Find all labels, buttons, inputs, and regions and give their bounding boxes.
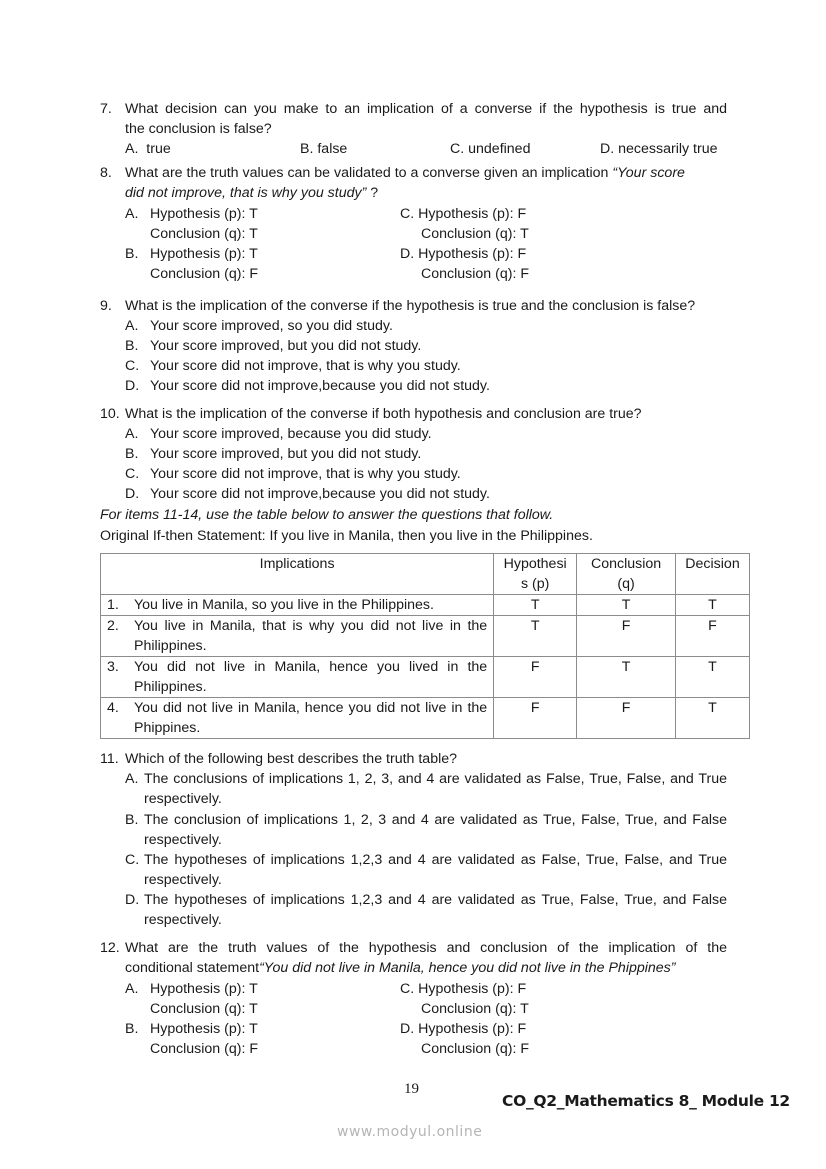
watermark: www.modyul.online xyxy=(337,1124,483,1140)
option-b-hypothesis: Hypothesis (p): T xyxy=(150,246,258,262)
conclusion-value: T xyxy=(577,657,676,698)
table-row xyxy=(101,657,750,698)
option-b: B. false xyxy=(300,141,348,157)
option-c-conclusion: Conclusion (q): T xyxy=(421,1001,529,1017)
question-text: What are the truth values of the hypothesis and conclusion of the implication of the xyxy=(125,940,727,956)
header-conclusion: Conclusion (q) xyxy=(577,554,676,595)
conclusion-value: T xyxy=(577,595,676,616)
option-c-letter: C. xyxy=(125,358,140,374)
option-d-text: Your score did not improve,because you did not study. xyxy=(150,486,490,502)
option-d-conclusion: Conclusion (q): F xyxy=(421,1041,530,1057)
decision-value: T xyxy=(676,595,750,616)
question-text: What is the implication of the converse if the hypothesis is true and the conclusion is false? xyxy=(125,298,696,314)
option-d-letter: D. xyxy=(125,378,140,394)
option-a-hypothesis: Hypothesis (p): T xyxy=(150,981,258,997)
decision-value: F xyxy=(676,616,750,657)
option-b-letter: B. xyxy=(125,446,139,462)
option-a-letter: A. xyxy=(125,318,139,334)
conclusion-value: F xyxy=(577,616,676,657)
option-d: D. Hypothesis (p): F xyxy=(400,1021,527,1037)
implication-cell: 2. You live in Manila, that is why you did not live in the Philippines. xyxy=(101,616,494,657)
option-b-text: The conclusion of implications 1, 2, 3 and 4 are validated as True, False, True, and False respectively. xyxy=(144,812,727,848)
option-d-conclusion: Conclusion (q): F xyxy=(421,266,530,282)
question-text: What is the implication of the converse if both hypothesis and conclusion are true? xyxy=(125,406,642,422)
option-c-conclusion: Conclusion (q): T xyxy=(421,226,529,242)
decision-value: T xyxy=(676,657,750,698)
option-a-letter: A. xyxy=(125,426,139,442)
option-a: A. true xyxy=(125,141,171,157)
option-c: C. undefined xyxy=(450,141,531,157)
option-b-letter: B. xyxy=(125,812,139,828)
decision-value: T xyxy=(676,698,750,739)
option-b-letter: B. xyxy=(125,338,139,354)
question-text-continued: the conclusion is false? xyxy=(125,121,272,137)
implication-cell: 3. You did not live in Manila, hence you lived in the Philippines. xyxy=(101,657,494,698)
option-c-text: Your score did not improve, that is why you study. xyxy=(150,358,461,374)
option-b-conclusion: Conclusion (q): F xyxy=(150,266,259,282)
truth-table xyxy=(100,553,750,739)
table-row xyxy=(101,616,750,657)
option-b-text: Your score improved, but you did not study. xyxy=(150,338,422,354)
question-number: 10. xyxy=(100,406,120,422)
option-c-text: The hypotheses of implications 1,2,3 and 4 are validated as False, True, False, and True respectively. xyxy=(144,852,727,888)
question-number: 12. xyxy=(100,940,120,956)
option-d: D. necessarily true xyxy=(600,141,718,157)
option-c: C. Hypothesis (p): F xyxy=(400,981,527,997)
table-row xyxy=(101,698,750,739)
option-d-text: The hypotheses of implications 1,2,3 and 4 are validated as True, False, True, and False respectively. xyxy=(144,892,727,928)
option-a-text: Your score improved, because you did study. xyxy=(150,426,432,442)
option-b-hypothesis: Hypothesis (p): T xyxy=(150,1021,258,1037)
option-a-conclusion: Conclusion (q): T xyxy=(150,226,258,242)
table-instructions: For items 11-14, use the table below to answer the questions that follow. xyxy=(100,507,554,523)
option-d-text: Your score did not improve,because you did not study. xyxy=(150,378,490,394)
question-number: 11. xyxy=(100,751,119,767)
header-hypothesis: Hypothesi s (p) xyxy=(494,554,577,595)
implication-cell: 4. You did not live in Manila, hence you did not live in the Phippines. xyxy=(101,698,494,739)
header-decision: Decision xyxy=(676,554,750,595)
option-a-letter: A. xyxy=(125,771,139,787)
option-b-text: Your score improved, but you did not study. xyxy=(150,446,422,462)
hypothesis-value: T xyxy=(494,595,577,616)
hypothesis-value: F xyxy=(494,657,577,698)
option-b-conclusion: Conclusion (q): F xyxy=(150,1041,259,1057)
table-header-row xyxy=(101,554,750,595)
option-a-letter: A. xyxy=(125,206,139,222)
question-text-continued: did not improve, that is why you study” ? xyxy=(125,185,379,201)
question-text: What are the truth values can be validated to a converse given an implication “Your score xyxy=(125,165,685,181)
option-d-letter: D. xyxy=(125,486,140,502)
option-b-letter: B. xyxy=(125,246,139,262)
option-c-letter: C. xyxy=(125,852,140,868)
option-a-text: Your score improved, so you did study. xyxy=(150,318,393,334)
hypothesis-value: F xyxy=(494,698,577,739)
option-c-letter: C. xyxy=(125,466,140,482)
option-d-letter: D. xyxy=(125,892,140,908)
module-label: CO_Q2_Mathematics 8_ Module 12 xyxy=(502,1092,790,1110)
question-number: 8. xyxy=(100,165,112,181)
option-a-letter: A. xyxy=(125,981,139,997)
option-c-text: Your score did not improve, that is why you study. xyxy=(150,466,461,482)
implication-cell: 1. You live in Manila, so you live in the Philippines. xyxy=(101,595,494,616)
question-number: 9. xyxy=(100,298,112,314)
option-a-hypothesis: Hypothesis (p): T xyxy=(150,206,258,222)
question-text-continued: conditional statement“You did not live in Manila, hence you did not live in the Phippines” xyxy=(125,960,676,976)
question-text: Which of the following best describes the truth table? xyxy=(125,751,458,767)
option-a-conclusion: Conclusion (q): T xyxy=(150,1001,258,1017)
option-c: C. Hypothesis (p): F xyxy=(400,206,527,222)
header-implications: Implications xyxy=(101,554,494,595)
question-text: What decision can you make to an implication of a converse if the hypothesis is true and xyxy=(125,101,727,117)
hypothesis-value: T xyxy=(494,616,577,657)
option-d: D. Hypothesis (p): F xyxy=(400,246,527,262)
original-statement: Original If-then Statement: If you live in Manila, then you live in the Philippines. xyxy=(100,528,593,544)
question-number: 7. xyxy=(100,101,112,117)
option-a-text: The conclusions of implications 1, 2, 3, and 4 are validated as False, True, False, and True respectively. xyxy=(144,771,727,807)
table-row xyxy=(101,595,750,616)
conclusion-value: F xyxy=(577,698,676,739)
page-number: 19 xyxy=(404,1081,419,1097)
option-b-letter: B. xyxy=(125,1021,139,1037)
